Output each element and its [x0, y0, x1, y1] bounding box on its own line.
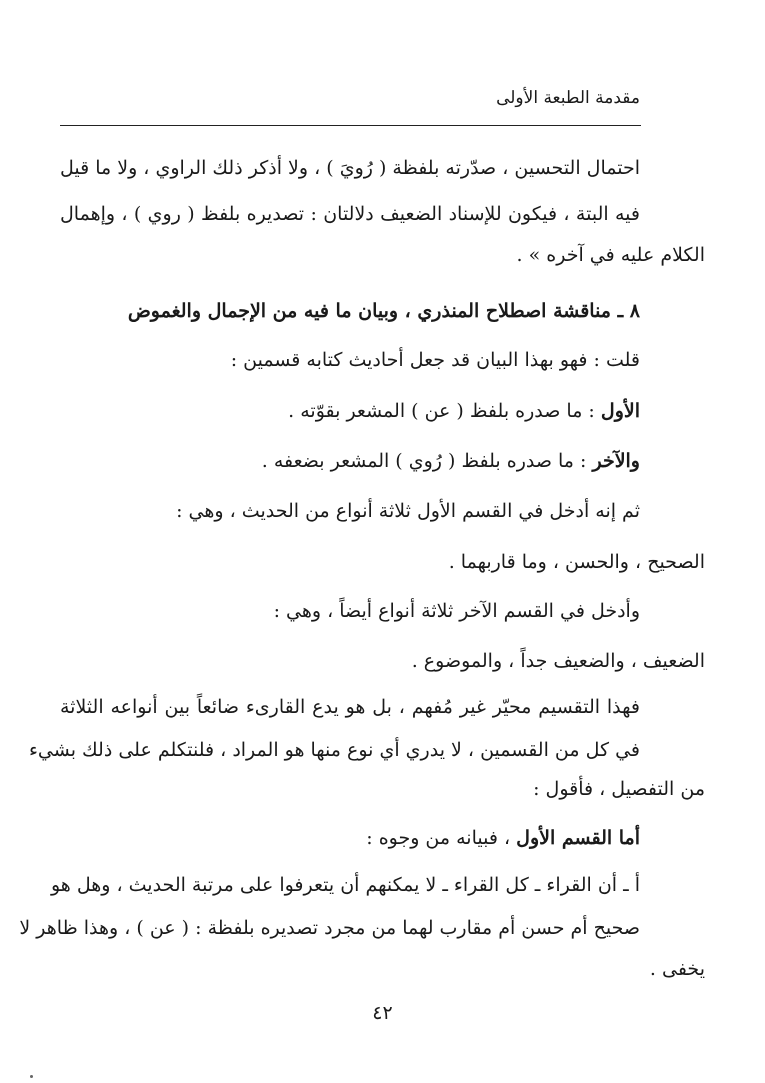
paragraph: الضعيف ، والضعيف جداً ، والموضوع .	[411, 650, 705, 672]
scan-speck	[30, 1075, 33, 1078]
paragraph-line: فيه البتة ، فيكون للإسناد الضعيف دلالتان : تصديره بلفظ ( روي ) ، وإهمال	[60, 203, 640, 225]
paragraph-line: يخفى .	[649, 958, 705, 980]
definition-first	[288, 396, 640, 426]
paragraph-line: أ ـ أن القراء ـ كل القراء ـ لا يمكنهم أن يتعرفوا على مرتبة الحديث ، وهل هو	[50, 874, 640, 896]
paragraph-line: احتمال التحسين ، صدّرته بلفظة ( رُويَ ) ، ولا أذكر ذلك الراوي ، ولا ما قيل	[60, 157, 640, 179]
paragraph: ثم إنه أدخل في القسم الأول ثلاثة أنواع من الحديث ، وهي :	[176, 500, 640, 522]
page-number: ٤٢	[372, 1002, 393, 1024]
header-rule	[60, 125, 641, 126]
paragraph-line: في كل من القسمين ، لا يدري أي نوع منها هو المراد ، فلنتكلم على ذلك بشيء	[28, 739, 640, 761]
paragraph-line: الكلام عليه في آخره » .	[516, 244, 705, 266]
paragraph: وأدخل في القسم الآخر ثلاثة أنواع أيضاً ، وهي :	[273, 600, 640, 622]
definition-term: والآخر	[592, 450, 640, 472]
section-heading: ٨ ـ مناقشة اصطلاح المنذري ، وبيان ما فيه من الإجمال والغموض	[127, 300, 640, 322]
section-first	[366, 823, 640, 853]
paragraph-line: صحيح أم حسن أم مقارب لهما من مجرد تصديره بلفظة : ( عن ) ، وهذا ظاهر لا	[19, 917, 640, 939]
paragraph-line: فهذا التقسيم محيّر غير مُفهم ، بل هو يدع القارىء ضائعاً بين أنواعه الثلاثة	[60, 696, 640, 718]
section-term: أما القسم الأول	[516, 827, 640, 849]
paragraph: قلت : فهو بهذا البيان قد جعل أحاديث كتابه قسمين :	[230, 349, 640, 371]
paragraph: الصحيح ، والحسن ، وما قاربهما .	[448, 551, 705, 573]
definition-text: : ما صدره بلفظ ( رُوي ) المشعر بضعفه .	[261, 450, 587, 472]
section-text: ، فبيانه من وجوه :	[366, 827, 511, 849]
definition-term: الأول	[600, 400, 640, 422]
definition-other	[262, 446, 640, 476]
running-header: مقدمة الطبعة الأولى	[496, 88, 640, 108]
definition-text: : ما صدره بلفظ ( عن ) المشعر بقوّته .	[288, 400, 595, 422]
paragraph-line: من التفصيل ، فأقول :	[533, 778, 705, 800]
